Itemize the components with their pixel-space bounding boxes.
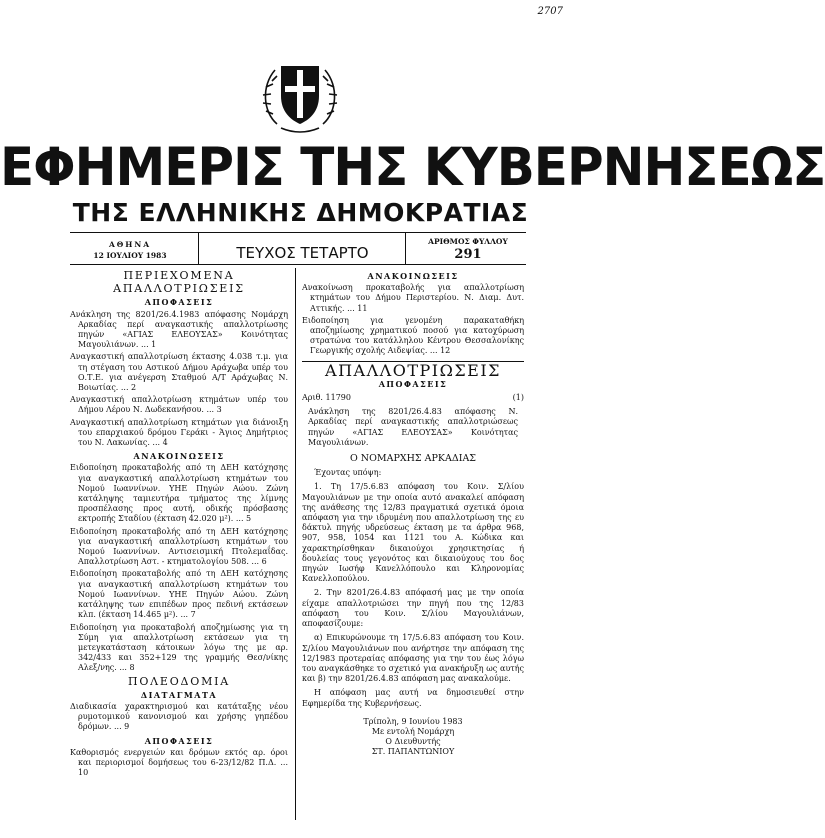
- contents-item[interactable]: Ειδοποίηση για προκαταβολή αποζημίωσης για τη Σύμη για απαλλοτρίωση εκτάσεων για τη μετεγκατάσταση κάτοικων λόγω της με αρ. 342/433 και 352+129 της γραμμής Θεσ/νίκης Αλεξ/νης. ... 8: [70, 622, 288, 673]
- issue-type: ΤΕΥΧΟΣ ΤΕΤΑΡΤΟ: [236, 244, 369, 262]
- contents-item[interactable]: Αναγκαστική απαλλοτρίωση έκτασης 4.038 τ.μ. για τη στέγαση του Αστικού Δήμου Αράχωβα υπέρ του Ο.Τ.Ε. για ανέγερση Σταθμού Α/Τ Αράχωβας Ν. Βοιωτίας. ... 2: [70, 352, 288, 393]
- gazette-title: ΕΦΗΜΕΡΙΣ ΤΗΣ ΚΥΒΕΡΝΗΣΕΩΣ: [0, 136, 825, 198]
- decision-reference: [302, 393, 524, 403]
- issue-date: 12 ΙΟΥΛΙΟΥ 1983: [93, 251, 167, 260]
- contents-heading: ΠΕΡΙΕΧΟΜΕΝΑ: [123, 269, 235, 282]
- section-expropriations-heading: ΑΠΑΛΛΟΤΡΙΩΣΕΙΣ: [325, 360, 501, 380]
- column-divider: [295, 268, 296, 820]
- gazette-subtitle: ΤΗΣ ΕΛΛΗΝΙΚΗΣ ΔΗΜΟΚΡΑΤΙΑΣ: [72, 198, 529, 227]
- decision-paragraph: Η απόφαση μας αυτή να δημοσιευθεί στην Εφημερίδα της Κυβερνήσεως.: [302, 688, 524, 708]
- contents-item[interactable]: Καθορισμός ενεργειών και δρόμων εκτός αρ. όροι και περιορισμοί δομήσεως του 6-23/12/82 Π.Δ. ... 10: [70, 747, 288, 778]
- contents-item[interactable]: Αναγκαστική απαλλοτρίωση κτημάτων υπέρ του Δήμου Λέρου Ν. Δωδεκανήσου. ... 3: [70, 395, 288, 415]
- sheet-number: 291: [454, 247, 482, 262]
- header-top-rule: [70, 232, 526, 233]
- decision-paragraph: α) Επικυρώνουμε τη 17/5.6.83 απόφαση του Κοιν. Σ/λίου Μαγουλιάνων που ανήρτησε την απόφαση της 12/1983 προτεραίας απόφασης για την του έως λόγω του αναγκάσθηκε το σχετικό για ανακήρυξη ως αυτής και β) την 8201/26.4.83 απόφαση μας ανακαλούμε.: [302, 633, 524, 684]
- decision-paragraph: 1. Τη 17/5.6.83 απόφαση του Κοιν. Σ/λίου Μαγουλιάνων με την οποία αυτό ανακαλεί απόφαση της ανάθεσης της 12/83 πραγματικά σχετικά όμοια απόφαση για την ιδρυμένη που απαλλοτρίωση της ευ δάκτυλ πηγής υδρεύσεως έκταση με τα άρθρα 968, 907, 958, 1054 και 1121 του Α. Κώδικα και χαρακτηρίσθηκαν δικαιούχοι χρησικτησίας ή δουλείας τους γεγονότος και δικαιούχους του δος πηγών Ιωσήφ Κανελλόπουλο και Κληρονομίας Κανελλοπούλου.: [302, 482, 524, 584]
- sheet-label: ΑΡΙΘΜΟΣ ΦΥΛΛΟΥ: [428, 237, 508, 246]
- decision-number: Αριθ. 11790: [302, 393, 351, 403]
- city: ΑΘΗΝΑ: [108, 240, 152, 249]
- contents-item[interactable]: Ειδοποίηση προκαταβολής από τη ΔΕΗ κατόχησης για αναγκαστική απαλλοτρίωση κτημάτων του Νομού Ιωαννίνων. ΥΗΕ Πηγών Αώου. Ζώνη κατάληψης ταμιευτήρα τμήματος της λίμνης προσπέλασης προς αυτή, οδικής πρόσβασης εκτροπής Σταδίου (έκταση 42.020 μ²). ... 5: [70, 463, 288, 524]
- order-of: Με εντολή Νομάρχη: [371, 726, 455, 736]
- page-number: 2707: [537, 6, 563, 17]
- sheet-number-block: [410, 237, 526, 262]
- contents-column: [70, 268, 288, 780]
- contents-item[interactable]: Ειδοποίηση για γενομένη παρακαταθήκη αποζημίωσης χρηματικού ποσού για κατοχύρωση στρατώνα του κατάλληλου Κέντρου Θεσσαλονίκης Γεωργικής σχολής Αιδεψίας. ... 12: [302, 315, 524, 356]
- section-urban-planning: ΠΟΛΕΟΔΟΜΙΑ: [127, 674, 231, 688]
- contents-item[interactable]: Διαδικασία χαρακτηρισμού και κατάταξης νέου ρυμοτομικού κανονισμού και χρήσης γηπέδου δρόμων. ... 9: [70, 701, 288, 732]
- contents-item[interactable]: Αναγκαστική απαλλοτρίωση κτημάτων για διάνοιξη του επαρχιακού δρόμου Γεράκι - Άγιος Δημήτριος του Ν. Λακωνίας. ... 4: [70, 417, 288, 448]
- header-bottom-rule: [70, 264, 526, 265]
- contents-item[interactable]: Ειδοποίηση προκαταβολής από τη ΔΕΗ κατόχησης για αναγκαστική απαλλοτρίωση κτημάτων του Νομού Ιωαννίνων. ΥΗΕ Πηγών Αώου. Ζώνη κατάληψης των επιπέδων προς πεδινή εκτάσεων κλπ. (έκταση 14.465 μ²). ... 7: [70, 569, 288, 620]
- header-divider: [405, 232, 406, 264]
- director-name: ΣΤ. ΠΑΠΑΝΤΩΝΙΟΥ: [371, 747, 455, 757]
- considering-label: Έχοντας υπόψη:: [314, 468, 382, 478]
- issue-place-date: [70, 239, 190, 261]
- subsection-announcements: ΑΝΑΚΟΙΝΩΣΕΙΣ: [367, 271, 459, 281]
- decision-paragraph: 2. Την 8201/26.4.83 απόφασή μας με την οποία είχαμε απαλλοτριώσει την πηγή που της 12/83 απόφαση του Κοιν. Σ/λίου Μαγουλιάνων, αποφασίζουμε:: [302, 588, 524, 629]
- contents-item[interactable]: Ανάκληση της 8201/26.4.1983 απόφασης Νομάρχη Αρκαδίας περί αναγκαστικής απαλλοτρίωσης πηγών «ΑΓΙΑΣ ΕΛΕΟΥΣΑΣ» Κοινότητας Μαγουλιάνων. ... 1: [70, 309, 288, 350]
- subsection-decisions: ΑΠΟΦΑΣΕΙΣ: [144, 297, 214, 308]
- decision-title: Ανάκληση της 8201/26.4.83 απόφασης Ν. Αρκαδίας περί αναγκαστικής απαλλοτριώσεως πηγών «ΑΓΙΑΣ ΕΛΕΟΥΣΑΣ» Κοινότητας Μαγουλιάνων.: [308, 407, 518, 447]
- subsection-decisions: ΑΠΟΦΑΣΕΙΣ: [378, 378, 448, 389]
- subsection-announcements: ΑΝΑΚΟΙΝΩΣΕΙΣ: [133, 451, 225, 462]
- header-divider: [198, 232, 199, 264]
- issuing-authority: Ο ΝΟΜΑΡΧΗΣ ΑΡΚΑΔΙΑΣ: [349, 453, 477, 465]
- section-expropriations: ΑΠΑΛΛΟΤΡΙΩΣΕΙΣ: [113, 282, 245, 296]
- contents-item[interactable]: Ειδοποίηση προκαταβολής από τη ΔΕΗ κατόχησης για αναγκαστική απαλλοτρίωση κτημάτων του Νομού Ιωαννίνων. Αντισεισμική Πτολεμαΐδας. Απαλλοτρίωση Αστ. - κτηματολογίου 508. ... 6: [70, 526, 288, 567]
- decision-index: (1): [512, 393, 524, 403]
- body-column: [302, 268, 524, 758]
- place-date: Τρίπολη, 9 Ιουνίου 1983: [363, 716, 463, 726]
- subsection-decisions: ΑΠΟΦΑΣΕΙΣ: [144, 735, 214, 746]
- director-title: Ο Διευθυντής: [385, 737, 441, 747]
- subsection-orders: ΔΙΑΤΑΓΜΑΤΑ: [140, 689, 218, 700]
- contents-item[interactable]: Ανακοίνωση προκαταβολής για απαλλοτρίωση κτημάτων του Δήμου Περιστερίου. Ν. Διαμ. Δυτ. Αττικής. ... 11: [302, 283, 524, 313]
- coat-of-arms-icon: [257, 52, 343, 138]
